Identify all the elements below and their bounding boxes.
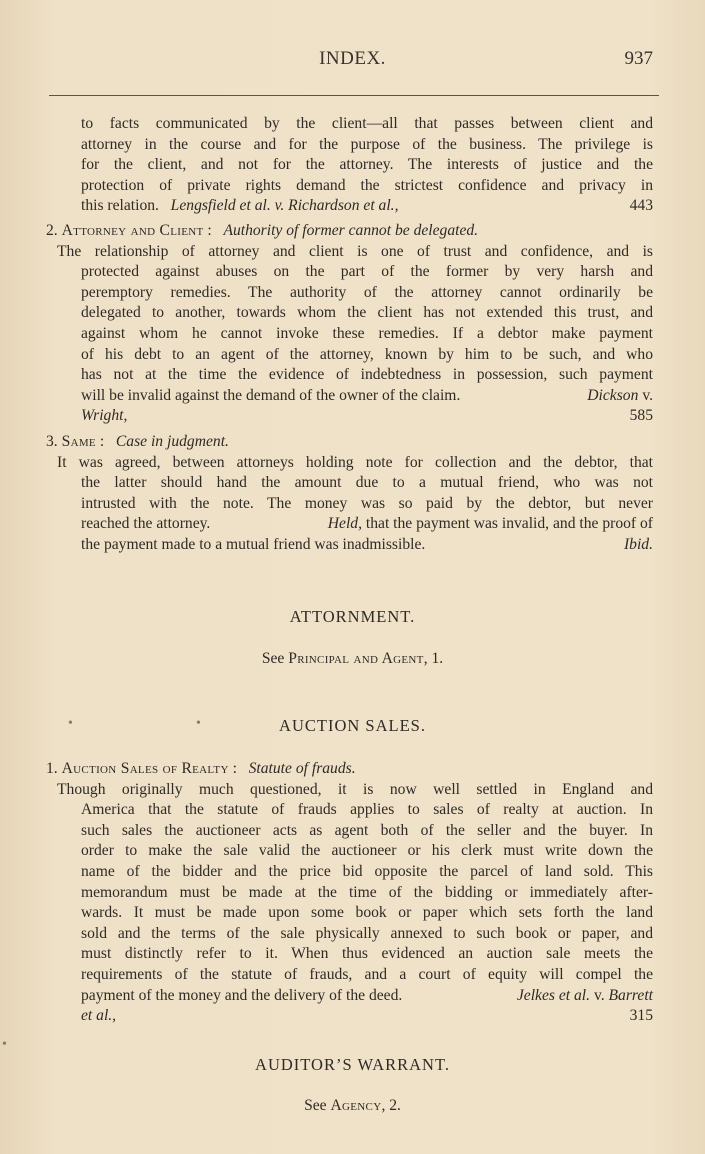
entry-number: 2.	[46, 222, 58, 239]
text-line: attorney in the course and for the purpose of the business. The privilege is	[81, 135, 653, 153]
ink-blot-mark: •	[196, 716, 201, 731]
header-title: INDEX.	[319, 48, 386, 69]
page-reference: 315	[629, 1007, 653, 1025]
text-line: such sales the auctioneer acts as agent both of the seller and the buyer. In	[81, 821, 653, 839]
text-line: must distinctly refer to it. When thus evidenced an auction sale meets the	[81, 945, 653, 963]
text-line: for the client, and not for the attorney. The interests of justice and the	[81, 156, 653, 174]
text-line: requirements of the statute of frauds, and a court of equity will compel the	[81, 965, 653, 983]
entry-number: 3.	[46, 433, 58, 450]
text-line: has not at the time the evidence of indebtedness in possession, such payment	[81, 366, 653, 384]
index-entry	[0, 759, 705, 1027]
index-entry	[0, 432, 705, 556]
section-title: AUDITOR’S WARRANT.	[255, 1055, 450, 1074]
text-line: payment of the money and the delivery of the deed. Jelkes et al. v. Barrett	[81, 986, 653, 1004]
text-line: protection of private rights demand the strictest confidence and privacy in	[81, 176, 653, 194]
text-line: name of the bidder and the price bid opposite the parcel of land sold. This	[81, 862, 653, 880]
running-header	[0, 48, 705, 72]
ink-blot-mark: •	[68, 716, 73, 731]
header-rule	[49, 95, 659, 96]
text-line: this relation. Lengsfield et al. v. Richardson et al., 443	[0, 196, 705, 217]
page-reference: 585	[629, 407, 653, 425]
text-line: sold and the terms of the sale physically annexed to such book or paper, and	[81, 924, 653, 942]
text-line: reached the attorney. Held, that the payment was invalid, and the proof of	[81, 515, 653, 533]
cross-reference-link[interactable]: Principal and Agent	[288, 650, 424, 667]
cross-reference-link[interactable]: Agency	[330, 1097, 382, 1114]
text-line: order to make the sale valid the auctioneer or his clerk must write down the	[81, 842, 653, 860]
text-line: wards. It must be made upon some book or paper which sets forth the land	[81, 904, 653, 922]
text-line: Though originally much questioned, it is now well settled in England and	[57, 780, 653, 798]
entry-heading: 1. Auction Sales of Realty : Statute of frauds.	[46, 760, 356, 777]
entry-heading-term: Auction Sales of Realty	[61, 760, 229, 777]
text-line: to facts communicated by the client—all that passes between client and	[81, 115, 653, 132]
text-line: The relationship of attorney and client is one of trust and confidence, and is	[57, 242, 653, 260]
text-line: America that the statute of frauds applies to sales of realty at auction. In	[81, 801, 653, 819]
text-line: It was agreed, between attorneys holding note for collection and the debtor, that	[57, 453, 653, 471]
case-citation: Lengsfield et al. v. Richardson et al.,	[170, 197, 399, 215]
text-line: the payment made to a mutual friend was inadmissible. Ibid.	[0, 535, 705, 556]
text-line: of his debt to an agent of the attorney, known by him to be such, and who	[81, 345, 653, 363]
section-title: ATTORNMENT.	[289, 607, 416, 626]
entry-subheading: Statute of frauds.	[248, 760, 356, 777]
cross-reference: See Principal and Agent, 1.	[261, 650, 444, 667]
text-line: memorandum must be made at the time of the bidding or immediately after-	[81, 883, 653, 901]
index-entry	[0, 221, 705, 427]
entry-subheading: Case in judgment.	[115, 433, 229, 450]
entry-heading-term: Attorney and Client	[61, 222, 204, 239]
continuation-paragraph	[0, 114, 705, 217]
text-line: protected against abuses on the part of the former by very harsh and	[81, 263, 653, 281]
case-citation: et al.,	[81, 1007, 117, 1025]
text-line: the latter should hand the amount due to a mutual friend, who was not	[81, 474, 653, 492]
ink-blot-mark: •	[2, 1037, 7, 1052]
page-reference: 443	[629, 197, 653, 215]
page-reference: Ibid.	[623, 535, 653, 553]
case-citation: Wright,	[81, 407, 128, 425]
text-line	[0, 1006, 705, 1027]
text-line: intrusted with the note. The money was so paid by the debtor, but never	[81, 494, 653, 512]
case-citation: Jelkes et al.	[516, 986, 591, 1004]
entry-number: 1.	[46, 760, 58, 777]
cross-reference: See Agency, 2.	[304, 1097, 401, 1114]
case-citation: Dickson	[587, 386, 639, 404]
entry-subheading: Authority of former cannot be delegated.	[223, 222, 479, 239]
page-number: 937	[624, 48, 653, 69]
text-line: delegated to another, towards whom the client has not extended this trust, and	[81, 304, 653, 322]
text-line: peremptory remedies. The authority of the attorney cannot ordinarily be	[81, 283, 653, 301]
entry-heading-term: Same	[61, 433, 96, 450]
entry-heading: 2. Attorney and Client : Authority of former cannot be delegated.	[46, 222, 479, 239]
text-line: against whom he cannot invoke these remedies. If a debtor make payment	[81, 324, 653, 342]
section-title: AUCTION SALES.	[279, 716, 426, 735]
entry-heading: 3. Same : Case in judgment.	[46, 433, 229, 450]
text-line	[0, 406, 705, 427]
text-line: will be invalid against the demand of the owner of the claim. Dickson v.	[81, 386, 653, 404]
